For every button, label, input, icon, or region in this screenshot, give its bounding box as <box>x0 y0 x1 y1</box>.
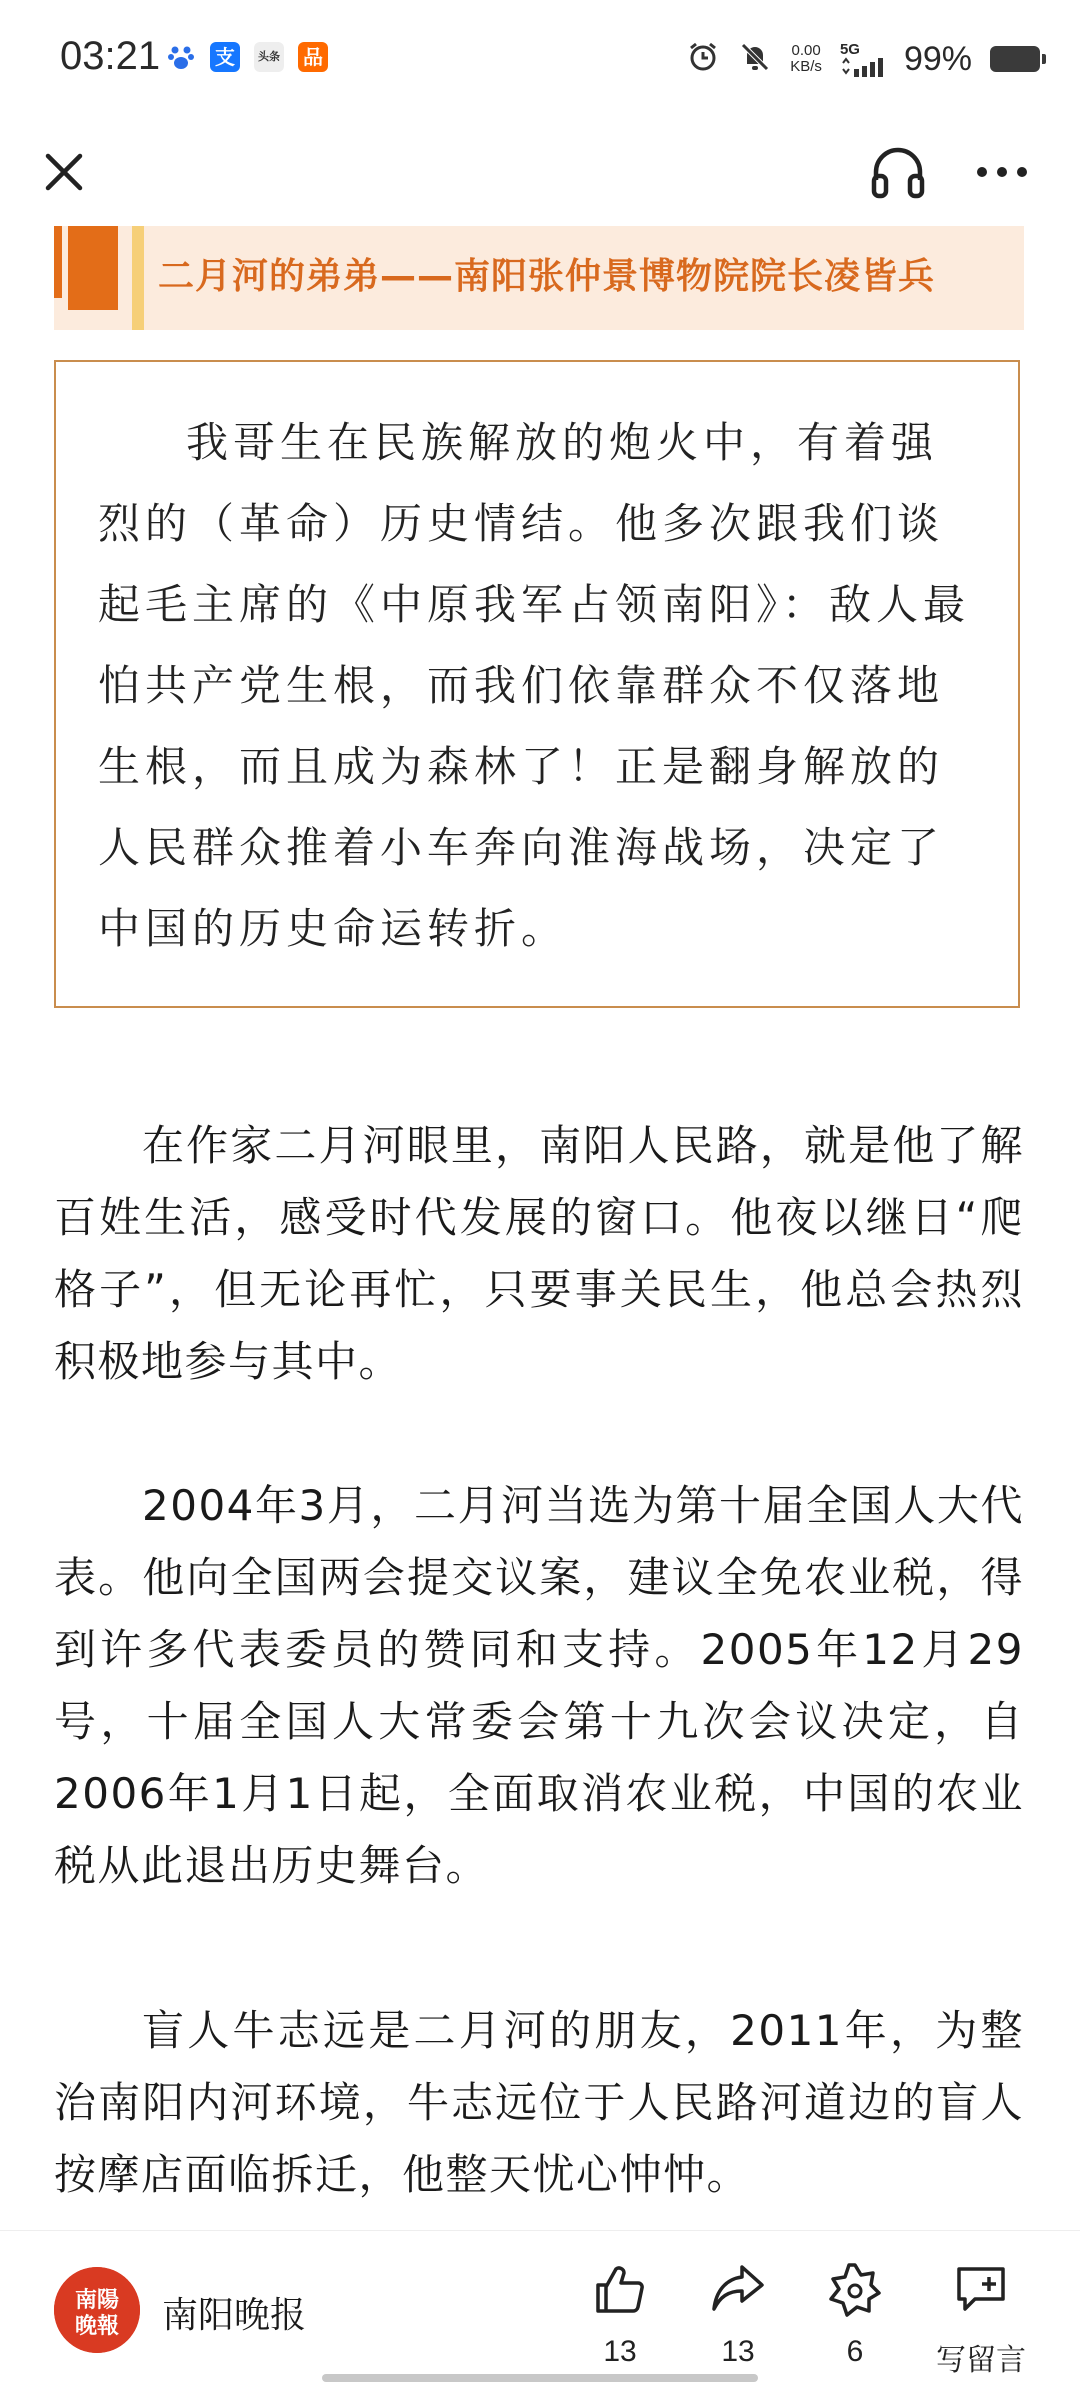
like-count: 13 <box>603 2335 637 2368</box>
favorite-count: 6 <box>846 2335 864 2368</box>
like-button[interactable] <box>565 2261 675 2369</box>
battery-icon <box>990 46 1040 72</box>
svg-text:南陽: 南陽 <box>74 2287 120 2313</box>
article-paragraph: 2004年3月，二月河当选为第十届全国人大代表。他向全国两会提交议案，建议全免农业税，得到许多代表委员的赞同和支持。2005年12月29号，十届全国人大常委会第十九次会议决定，自2006年1月1日起，全面取消农业税，中国的农业税从此退出历史舞台。 <box>54 1481 1024 1890</box>
svg-text:晚報: 晚報 <box>74 2313 120 2339</box>
home-indicator[interactable] <box>322 2374 758 2382</box>
banner-accent-block <box>68 226 118 310</box>
favorite-icon <box>827 2261 883 2317</box>
quote-box <box>54 360 1020 1008</box>
status-time: 03:21 <box>60 34 161 78</box>
comment-button[interactable] <box>916 2261 1046 2379</box>
share-button[interactable] <box>683 2261 793 2369</box>
status-bar <box>0 0 1080 118</box>
comment-label: 写留言 <box>936 2344 1026 2377</box>
network-speed: 0.00 KB/s <box>790 42 822 75</box>
alarm-icon <box>686 40 720 79</box>
taobao-icon: 品 <box>298 42 328 72</box>
section-banner <box>54 226 1024 330</box>
mute-bell-icon <box>738 40 772 79</box>
share-count: 13 <box>721 2335 755 2368</box>
banner-accent-bar <box>132 226 144 330</box>
article-paragraph: 盲人牛志远是二月河的朋友，2011年，为整治南阳内河环境，牛志远位于人民路河道边的盲人按摩店面临拆迁，他整天忧心忡忡。 <box>54 2006 1024 2199</box>
baidu-icon <box>166 42 196 72</box>
banner-accent-line <box>54 226 62 298</box>
battery-percent: 99% <box>903 39 972 78</box>
share-icon <box>710 2261 766 2317</box>
headphones-icon[interactable] <box>862 136 934 208</box>
section-title: 二月河的弟弟——南阳张仲景博物院院长凌皆兵 <box>158 256 936 297</box>
favorite-button[interactable] <box>800 2261 910 2369</box>
brand-logo[interactable] <box>54 2267 140 2353</box>
comment-icon <box>953 2261 1009 2317</box>
signal-icon: 5G <box>840 42 886 77</box>
toutiao-icon: 头条 <box>254 42 284 72</box>
more-icon[interactable] <box>966 136 1038 208</box>
thumbs-up-icon <box>592 2261 648 2317</box>
alipay-icon: 支 <box>210 42 240 72</box>
article-paragraph: 在作家二月河眼里，南阳人民路，就是他了解百姓生活，感受时代发展的窗口。他夜以继日“爬格子”，但无论再忙，只要事关民生，他总会热烈积极地参与其中。 <box>54 1121 1024 1386</box>
bottom-action-bar <box>0 2230 1080 2389</box>
top-nav <box>0 118 1080 226</box>
quote-text: 我哥生在民族解放的炮火中，有着强烈的（革命）历史情结。他多次跟我们谈起毛主席的《中原我军占领南阳》：敌人最怕共产党生根，而我们依靠群众不仅落地生根，而且成为森林了！正是翻身解放的人民群众推着小车奔向淮海战场，决定了中国的历史命运转折。 <box>98 418 971 953</box>
brand-name[interactable]: 南阳晚报 <box>162 2295 307 2336</box>
close-icon[interactable] <box>28 136 100 208</box>
